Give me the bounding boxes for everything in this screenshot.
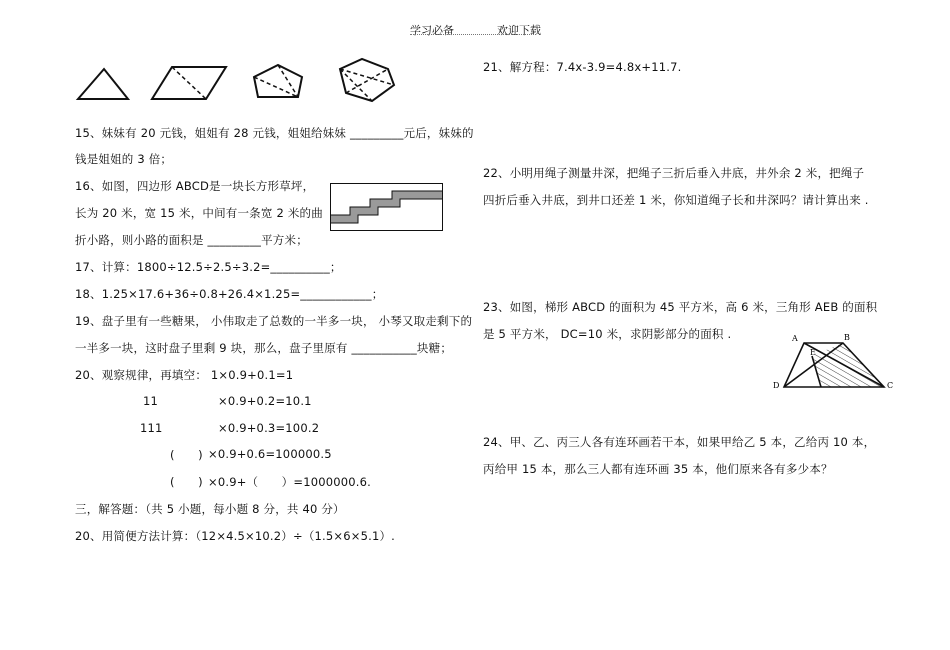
q17: 17、计算：1800÷12.5÷2.5÷3.2=__________； (75, 260, 342, 274)
q19-line1: 19、盘子里有一些糖果， 小伟取走了总数的一半多一块， 小琴又取走剩下的 (75, 314, 473, 328)
label-e: E (810, 348, 816, 357)
q20-row3-b: ×0.9+0.6=100000.5 (208, 447, 332, 461)
q20-intro: 20、观察规律，再填空： 1×0.9+0.1=1 (75, 368, 294, 382)
hexagon-shape (340, 59, 394, 101)
q16-line3: 折小路，则小路的面积是 _________平方米； (75, 233, 308, 247)
q20b: 20、用简便方法计算：（12×4.5×10.2）÷（1.5×6×5.1）. (75, 529, 396, 543)
q24-line2: 丙给甲 15 本，那么三人都有连环画 35 本，他们原来各有多少本？ (483, 462, 833, 476)
q21: 21、解方程：7.4x-3.9=4.8x+11.7. (483, 60, 682, 74)
q22-line1: 22、小明用绳子测量井深，把绳子三折后垂入井底，井外余 2 米，把绳子 (483, 166, 865, 180)
q23-line1: 23、如图，梯形 ABCD 的面积为 45 平方米，高 6 米，三角形 AEB 的面积 (483, 300, 878, 314)
q24-line1: 24、甲、乙、丙三人各有连环画若干本，如果甲给乙 5 本，乙给丙 10 本， (483, 435, 876, 449)
header-divider (410, 34, 536, 35)
q20-row1-a: 11 (143, 394, 159, 408)
q19-line2: 一半多一块，这时盘子里剩 9 块，那么，盘子里原有 ___________块糖； (75, 341, 453, 355)
polygon-diagonals-figure (70, 55, 410, 105)
q22-line2: 四折后垂入井底，到井口还差 1 米，你知道绳子长和井深吗？请计算出来 . (483, 193, 869, 207)
q20-row3-a: ( ) (170, 448, 203, 462)
q16-line1: 16、如图，四边形 ABCD是一块长方形草坪， (75, 179, 315, 193)
q20-row4-b: ×0.9+（ ）=1000000.6. (208, 475, 372, 489)
q20-row1-b: ×0.9+0.2=10.1 (218, 394, 312, 408)
triangle-shape (78, 69, 128, 99)
q20-row2-a: 111 (140, 421, 163, 435)
q18: 18、1.25×17.6+36÷0.8+26.4×1.25=____________； (75, 287, 384, 301)
header-left: 学习必备 (410, 24, 454, 37)
label-c: C (887, 381, 894, 390)
lawn-path-figure (330, 183, 444, 233)
header-right: 欢迎下载 (497, 24, 541, 37)
q20-row4-a: ( ) (170, 475, 203, 489)
label-a: A (792, 334, 798, 343)
q23-line2: 是 5 平方米， DC=10 米，求阴影部分的面积 . (483, 327, 732, 341)
label-b: B (844, 333, 850, 342)
q15-line1: 15、妹妹有 20 元钱，姐姐有 28 元钱，姐姐给妹妹 _________元后，妹妹的 (75, 126, 474, 140)
label-d: D (773, 381, 780, 390)
section-3-heading: 三，解答题：（共 5 小题，每小题 8 分，共 40 分） (75, 502, 345, 516)
trapezoid-figure (772, 330, 902, 392)
q20-row2-b: ×0.9+0.3=100.2 (218, 421, 320, 435)
q16-line2: 长为 20 米，宽 15 米，中间有一条宽 2 米的曲 (75, 206, 323, 220)
q15-line2: 钱是姐姐的 3 倍； (75, 152, 173, 166)
